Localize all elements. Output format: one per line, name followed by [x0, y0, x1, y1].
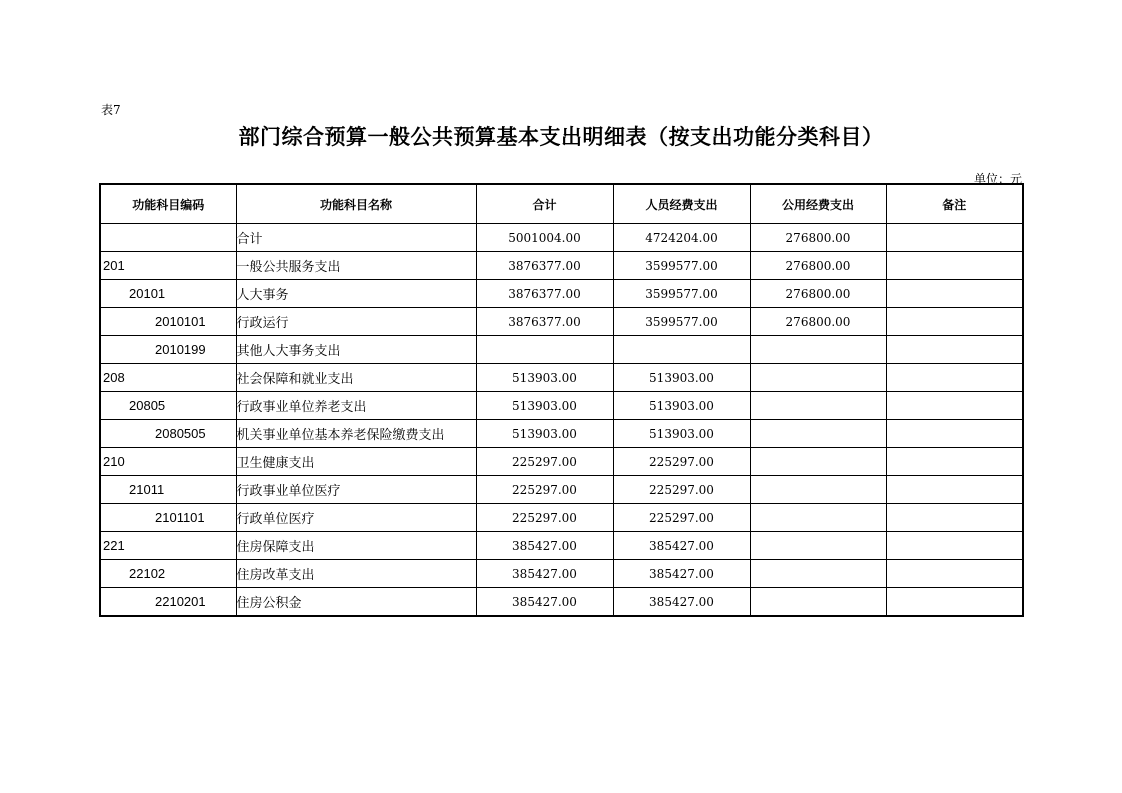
cell-total: 385427.00: [476, 532, 613, 560]
cell-name: 合计: [236, 224, 476, 252]
table-row: [100, 420, 1023, 448]
cell-public: [750, 504, 886, 532]
cell-total: 385427.00: [476, 560, 613, 588]
table-row: [100, 532, 1023, 560]
cell-code: 2080505: [100, 420, 236, 448]
cell-name: 其他人大事务支出: [236, 336, 476, 364]
cell-code: 20805: [100, 392, 236, 420]
cell-total: 5001004.00: [476, 224, 613, 252]
cell-code: 2101101: [100, 504, 236, 532]
table-header-row: [100, 184, 1023, 224]
cell-code: 2010101: [100, 308, 236, 336]
cell-total: 225297.00: [476, 448, 613, 476]
cell-note: [886, 364, 1023, 392]
cell-total: 225297.00: [476, 476, 613, 504]
cell-note: [886, 252, 1023, 280]
cell-public: 276800.00: [750, 252, 886, 280]
cell-public: 276800.00: [750, 280, 886, 308]
cell-personnel: 385427.00: [613, 588, 750, 617]
cell-public: [750, 448, 886, 476]
cell-code: 2210201: [100, 588, 236, 617]
cell-name: 行政单位医疗: [236, 504, 476, 532]
cell-personnel: 3599577.00: [613, 252, 750, 280]
cell-total: 513903.00: [476, 364, 613, 392]
cell-personnel: 3599577.00: [613, 280, 750, 308]
cell-personnel: 4724204.00: [613, 224, 750, 252]
cell-name: 机关事业单位基本养老保险缴费支出: [236, 420, 476, 448]
cell-personnel: 225297.00: [613, 448, 750, 476]
unit-label: 单位：元: [973, 172, 1022, 186]
header-public: 公用经费支出: [750, 184, 886, 224]
cell-public: [750, 560, 886, 588]
cell-name: 住房改革支出: [236, 560, 476, 588]
table-row: [100, 252, 1023, 280]
header-code: 功能科目编码: [100, 184, 236, 224]
cell-personnel: 225297.00: [613, 476, 750, 504]
header-note: 备注: [886, 184, 1023, 224]
cell-code: 20101: [100, 280, 236, 308]
cell-total: 3876377.00: [476, 252, 613, 280]
cell-personnel: 513903.00: [613, 364, 750, 392]
cell-total: 385427.00: [476, 588, 613, 617]
cell-public: [750, 588, 886, 617]
table-row: [100, 392, 1023, 420]
table-row: [100, 588, 1023, 617]
table-row: [100, 476, 1023, 504]
cell-code: 221: [100, 532, 236, 560]
table-number: 表7: [101, 103, 121, 117]
cell-personnel: 385427.00: [613, 560, 750, 588]
cell-note: [886, 420, 1023, 448]
cell-note: [886, 308, 1023, 336]
cell-public: [750, 392, 886, 420]
cell-name: 行政运行: [236, 308, 476, 336]
cell-personnel: [613, 336, 750, 364]
cell-name: 住房公积金: [236, 588, 476, 617]
table-row: [100, 504, 1023, 532]
cell-note: [886, 560, 1023, 588]
table-row: [100, 364, 1023, 392]
cell-personnel: 513903.00: [613, 420, 750, 448]
cell-code: 21011: [100, 476, 236, 504]
cell-public: 276800.00: [750, 308, 886, 336]
cell-public: [750, 336, 886, 364]
header-total: 合计: [476, 184, 613, 224]
cell-public: [750, 364, 886, 392]
cell-total: 225297.00: [476, 504, 613, 532]
table-row: [100, 560, 1023, 588]
cell-note: [886, 336, 1023, 364]
cell-note: [886, 588, 1023, 617]
cell-name: 人大事务: [236, 280, 476, 308]
cell-note: [886, 476, 1023, 504]
cell-public: 276800.00: [750, 224, 886, 252]
cell-name: 行政事业单位医疗: [236, 476, 476, 504]
cell-code: 201: [100, 252, 236, 280]
cell-note: [886, 280, 1023, 308]
cell-total: 513903.00: [476, 392, 613, 420]
cell-name: 行政事业单位养老支出: [236, 392, 476, 420]
cell-note: [886, 224, 1023, 252]
cell-total: 3876377.00: [476, 308, 613, 336]
cell-total: 513903.00: [476, 420, 613, 448]
page-title: 部门综合预算一般公共预算基本支出明细表（按支出功能分类科目）: [238, 125, 884, 149]
header-name: 功能科目名称: [236, 184, 476, 224]
cell-code: [100, 224, 236, 252]
cell-code: 210: [100, 448, 236, 476]
cell-note: [886, 504, 1023, 532]
cell-name: 一般公共服务支出: [236, 252, 476, 280]
cell-note: [886, 532, 1023, 560]
budget-table: [99, 183, 1024, 617]
cell-public: [750, 420, 886, 448]
table-row: [100, 224, 1023, 252]
cell-note: [886, 392, 1023, 420]
cell-public: [750, 532, 886, 560]
cell-name: 住房保障支出: [236, 532, 476, 560]
table-row: [100, 280, 1023, 308]
table-row: [100, 308, 1023, 336]
cell-total: 3876377.00: [476, 280, 613, 308]
cell-name: 社会保障和就业支出: [236, 364, 476, 392]
cell-note: [886, 448, 1023, 476]
cell-code: 22102: [100, 560, 236, 588]
header-personnel: 人员经费支出: [613, 184, 750, 224]
cell-public: [750, 476, 886, 504]
cell-name: 卫生健康支出: [236, 448, 476, 476]
table-row: [100, 336, 1023, 364]
cell-code: 2010199: [100, 336, 236, 364]
cell-personnel: 225297.00: [613, 504, 750, 532]
cell-personnel: 385427.00: [613, 532, 750, 560]
cell-total: [476, 336, 613, 364]
cell-personnel: 513903.00: [613, 392, 750, 420]
cell-code: 208: [100, 364, 236, 392]
cell-personnel: 3599577.00: [613, 308, 750, 336]
table-row: [100, 448, 1023, 476]
